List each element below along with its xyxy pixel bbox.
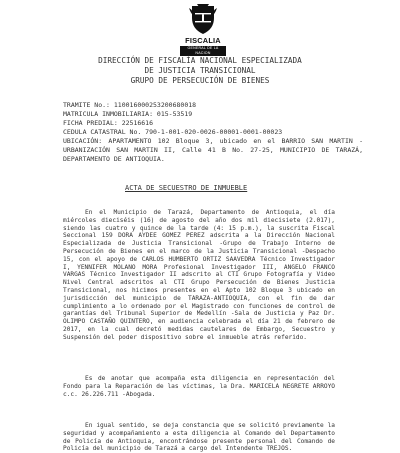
- acta-title: ACTA DE SECUESTRO DE INMUEBLE: [125, 184, 248, 192]
- fiscalia-logo: [176, 2, 230, 56]
- matricula-inmobiliaria: MATRICULA INMOBILIARIA: 015-53519: [63, 110, 193, 118]
- heading-line-1: DIRECCIÓN DE FISCALÍA NACIONAL ESPECIALIZADA: [98, 56, 302, 65]
- heading-line-3: GRUPO DE PERSECUCIÓN DE BIENES: [130, 76, 270, 85]
- reference-block: [63, 101, 363, 164]
- document-heading: [0, 56, 400, 86]
- colombia-coat-of-arms-icon: [188, 2, 218, 36]
- body-paragraph-3: En igual sentido, se deja constancia que se solicitó previamente la seguridad y acompañamiento a esta diligencia al Comando del Departamento de Policía de Antioquia, encontrándose presente personal del Comando de Policía del municipio de Tarazá a cargo del Intendente TREJOS.: [63, 422, 335, 453]
- heading-line-2: DE JUSTICIA TRANSICIONAL: [144, 66, 256, 75]
- tramite-number: TRAMITE No.: 110016000253200680018: [63, 101, 197, 109]
- ubicacion: UBICACIÓN: APARTAMENTO 102 Bloque 3, ubicado en el BARRIO SAN MARTIN -URBANIZACIÓN SAN MARTIN II, Calle 41 B No. 27-25, MUNICIPIO DE TARAZÁ, DEPARTAMENTO DE ANTIOQUIA.: [63, 137, 363, 163]
- cedula-catastral: CEDULA CATASTRAL No. 790-1-001-020-0026-00001-0001-00023: [63, 128, 283, 136]
- logo-name: FISCALIA: [185, 36, 221, 45]
- body-paragraph-1: En el Municipio de Tarazá, Departamento de Antioquia, el día miércoles dieciséis (16) de agosto del año dos mil diecisiete (2.017), siendo las cuatro y quince de la tarde (4: 15 p.m.), la suscrita Fiscal Seccional 159 DORA AYDEE GOMEZ PEREZ adscrita a la Dirección Nacional Especializada de Justicia Transicional -Grupo de Trabajo Interno de Persecución de Bienes en el marco de la Justicia Transicional -Despacho 15, con el apoyo de CARLOS HUMBERTO ORTIZ SAAVEDRA Técnico Investigador I, YENNIFER MOLANO MORA Profesional Investigador III, ANGELO FRANCO VARGAS Técnico Investigador II adscrito al CTI Grupo Fotografía y Video Nivel Central adscritos al CTI Grupo Persecución de Bienes Justicia Transicional, nos hicimos presentes en el Apto 102 Bloque 3 ubicado en jurisdicción del municipio de TARAZA-ANTIOQUIA, con el fin de dar cumplimiento a lo ordenado por el Magistrado con funciones de control de garantías del Tribunal Superior de Medellín -Sala de Justicia y Paz Dr. OLIMPO CASTAÑO QUINTERO, en audiencia celebrada el día 21 de febrero de 2017, en la cual decretó medidas cautelares de Embargo, Secuestro y Suspensión del poder dispositivo sobre el inmueble atrás referido.: [63, 209, 335, 341]
- logo-subtitle: GENERAL DE LA NACION: [180, 46, 226, 56]
- ficha-predial: FICHA PREDIAL: 22516616: [63, 119, 154, 127]
- body-paragraph-2: Es de anotar que acompaña esta diligencia en representación del Fondo para la Reparación de las víctimas, la Dra. MARICELA NEGRETE ARROYO c.c. 26.226.711 -Abogada.: [63, 375, 335, 398]
